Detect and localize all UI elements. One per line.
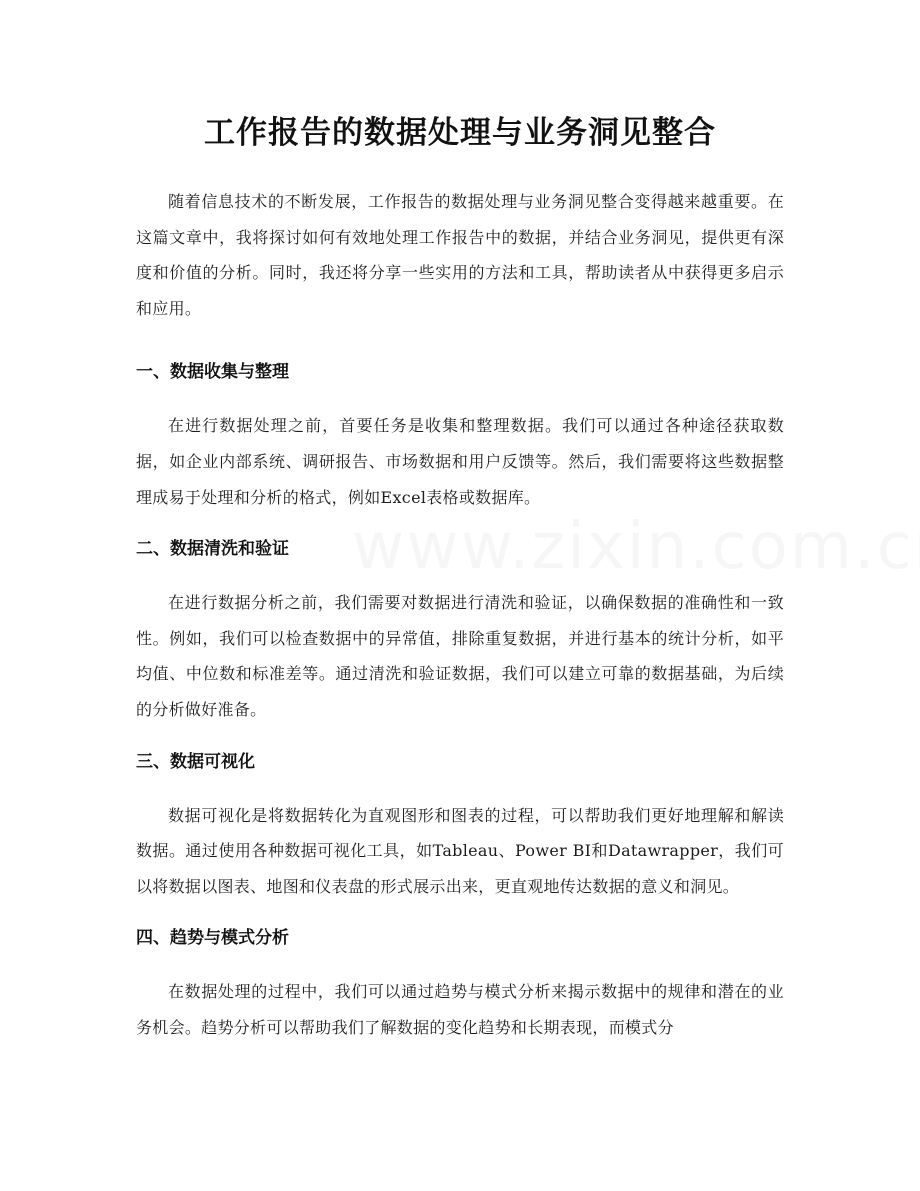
section-heading-trend-analysis: 四、趋势与模式分析: [136, 928, 289, 949]
section-heading-data-visualization: 三、数据可视化: [136, 751, 255, 772]
section-body-data-cleaning: 在进行数据分析之前，我们需要对数据进行清洗和验证，以确保数据的准确性和一致性。例如，我们可以检查数据中的异常值，排除重复数据，并进行基本的统计分析，如平均值、中位数和标准差等。通过清洗和验证数据，我们可以建立可靠的数据基础，为后续的分析做好准备。: [136, 593, 784, 719]
section-body-trend-analysis: 在数据处理的过程中，我们可以通过趋势与模式分析来揭示数据中的规律和潜在的业务机会。趋势分析可以帮助我们了解数据的变化趋势和长期表现，而模式分: [136, 982, 784, 1037]
section-heading-data-cleaning: 二、数据清洗和验证: [136, 539, 289, 560]
document-title: 工作报告的数据处理与业务洞见整合: [204, 115, 716, 151]
section-heading-data-collection: 一、数据收集与整理: [136, 362, 289, 383]
section-body-data-collection: 在进行数据处理之前，首要任务是收集和整理数据。我们可以通过各种途径获取数据，如企业内部系统、调研报告、市场数据和用户反馈等。然后，我们需要将这些数据整理成易于处理和分析的格式，例如Excel表格或数据库。: [136, 416, 784, 507]
section-body-data-visualization: 数据可视化是将数据转化为直观图形和图表的过程，可以帮助我们更好地理解和解读数据。通过使用各种数据可视化工具，如Tableau、Power BI和Datawrapper，我们可以将数据以图表、地图和仪表盘的形式展示出来，更直观地传达数据的意义和洞见。: [136, 805, 784, 896]
intro-paragraph: 随着信息技术的不断发展，工作报告的数据处理与业务洞见整合变得越来越重要。在这篇文章中，我将探讨如何有效地处理工作报告中的数据，并结合业务洞见，提供更有深度和价值的分析。同时，我还将分享一些实用的方法和工具，帮助读者从中获得更多启示和应用。: [136, 192, 784, 318]
document-page: [136, 0, 784, 1046]
